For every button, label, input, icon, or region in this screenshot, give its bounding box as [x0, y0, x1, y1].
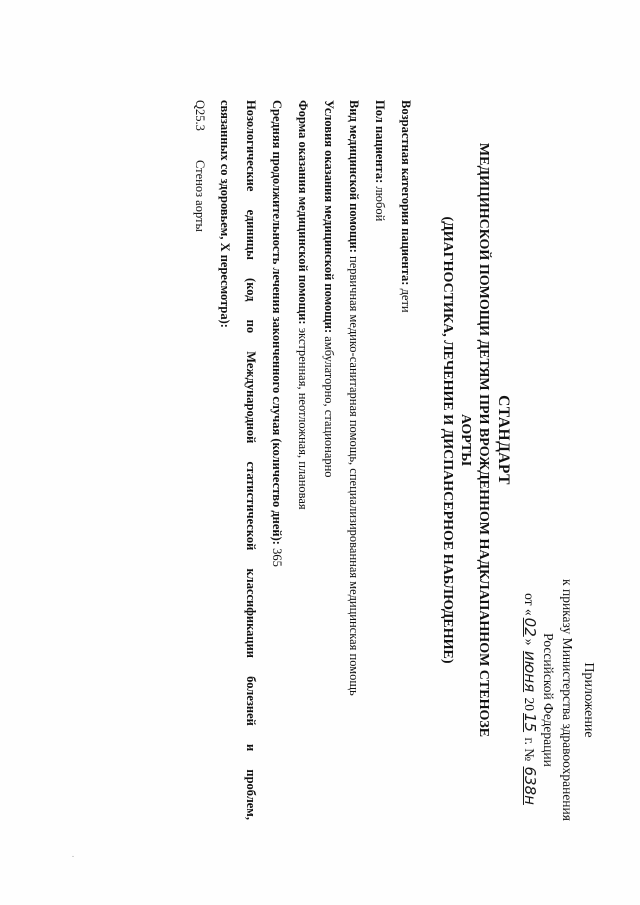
field-age: [392, 100, 418, 820]
diagnosis-name: Стеноз аорты: [192, 160, 207, 232]
appendix-header: [520, 520, 598, 880]
nosology-word: (код: [244, 278, 259, 302]
field-care-type-value: первичная медико-санитарная помощь, специализированная медицинская помощь: [347, 256, 362, 696]
field-duration-label: Средняя продолжительность лечения законченного случая (количество дней):: [270, 100, 285, 545]
nosology-word: проблем,: [244, 769, 259, 820]
field-nosology-line2: [212, 100, 238, 820]
nosology-word: статистической: [244, 461, 259, 551]
diagnosis-code: Q25.3: [192, 100, 207, 131]
field-age-label: Возрастная категория пациента:: [399, 100, 413, 286]
nosology-word: и: [244, 744, 259, 752]
field-sex: [366, 100, 392, 820]
standard-heading: СТАНДАРТ: [495, 395, 512, 485]
date-month: июня: [521, 650, 539, 693]
appendix-order-line: к приказу Министерства здравоохранения: [560, 579, 575, 821]
date-day: 02: [521, 617, 539, 637]
standard-title-line1: МЕДИЦИНСКОЙ ПОМОЩИ ДЕТЯМ ПРИ ВРОЖДЕННОМ НАДКЛАПАННОМ СТЕНОЗЕ АОРТЫ: [458, 142, 491, 738]
field-nosology-line1: [237, 100, 263, 820]
standard-title: [438, 120, 512, 760]
field-conditions-label: Условия оказания медицинской помощи:: [321, 100, 336, 334]
field-age-value: дети: [399, 288, 413, 313]
diagnosis-row: [186, 100, 212, 820]
field-care-type: [341, 100, 367, 820]
field-duration-value: 365: [270, 548, 285, 567]
field-conditions: [315, 100, 341, 820]
field-form: [289, 100, 315, 820]
field-form-label: Форма оказания медицинской помощи:: [295, 100, 310, 325]
field-care-type-label: Вид медицинской помощи:: [347, 100, 362, 253]
nosology-word: Международной: [244, 351, 259, 444]
field-conditions-value: амбулаторно, стационарно: [321, 336, 336, 478]
order-number: 638н: [521, 766, 539, 805]
date-year: 15: [521, 712, 539, 733]
field-duration: [263, 100, 289, 820]
field-sex-label: Пол пациента:: [373, 100, 388, 184]
nosology-word: Нозологические: [244, 100, 259, 192]
scan-speck: ·: [68, 855, 77, 858]
nosology-word: классификации: [244, 568, 259, 658]
date-mid: »: [522, 638, 537, 646]
nosology-word: единицы: [244, 209, 259, 260]
field-form-value: экстренная, неотложная, плановая: [295, 327, 310, 510]
nosology-line2-text: связанных со здоровьем, X пересмотра):: [218, 100, 233, 328]
date-prefix: от «: [522, 593, 537, 616]
appendix-date-line: [520, 520, 539, 880]
field-sex-value: любой: [373, 186, 388, 222]
appendix-title: Приложение: [581, 662, 596, 738]
standard-fields: [186, 100, 418, 820]
appendix-federation-line: Российской Федерации: [541, 633, 556, 767]
nosology-word: по: [244, 319, 259, 334]
standard-title-line2: (ДИАГНОСТИКА, ЛЕЧЕНИЕ И ДИСПАНСЕРНОЕ НАБЛЮДЕНИЕ): [440, 216, 455, 664]
nosology-word: болезней: [244, 676, 259, 726]
date-year-prefix: 20: [522, 697, 537, 711]
date-suffix: г. №: [522, 737, 537, 762]
